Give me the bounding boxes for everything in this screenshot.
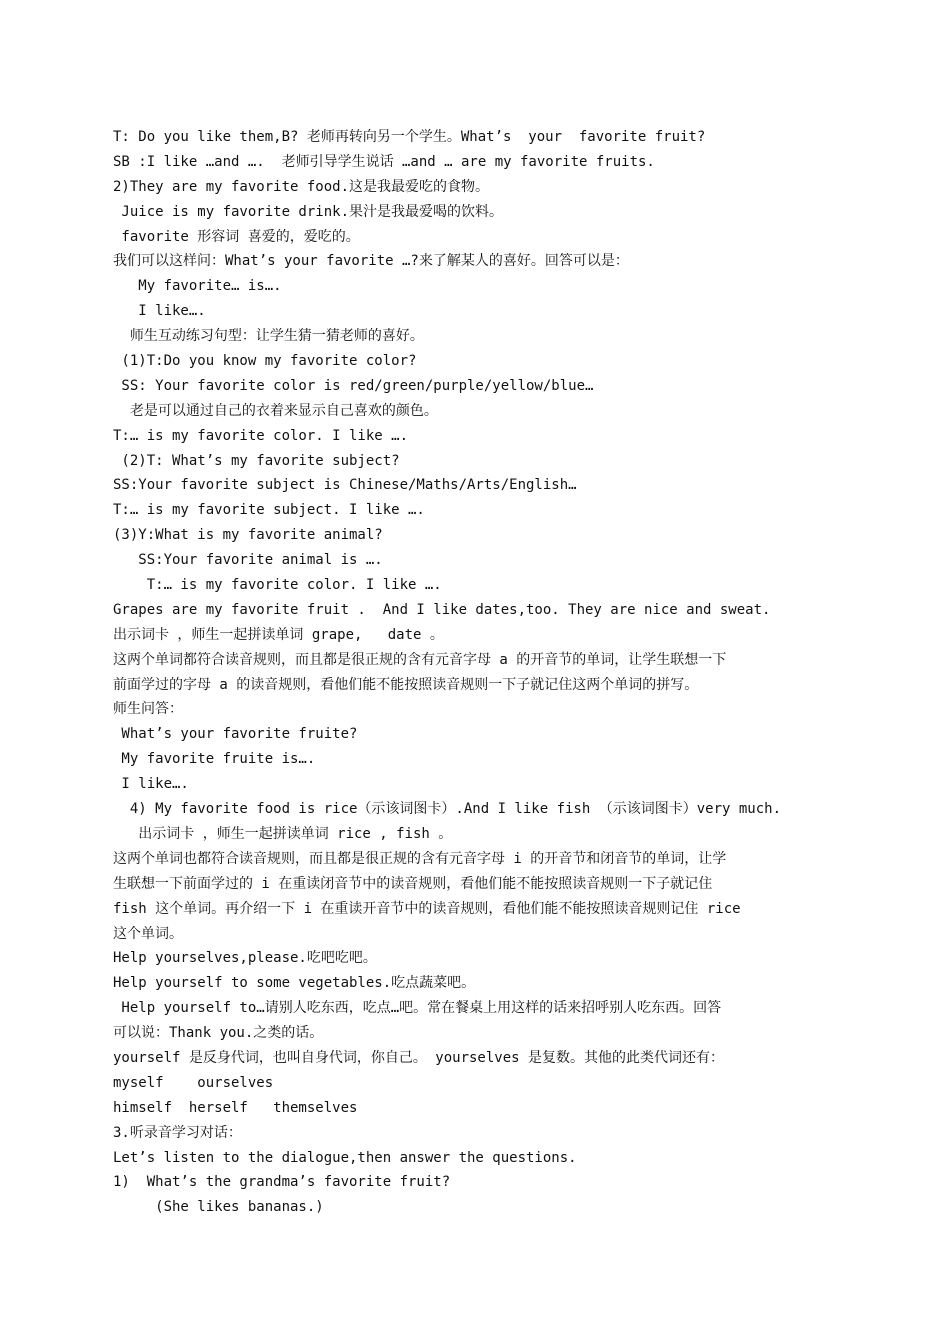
document-line: 3.听录音学习对话： — [113, 1124, 242, 1141]
document-line: favorite 形容词 喜爱的，爱吃的。 — [113, 228, 360, 245]
document-line: T:… is my favorite subject. I like …. — [113, 502, 425, 519]
document-line: SB :I like …and …. 老师引导学生说话 …and … are my favorite fruits. — [113, 153, 655, 170]
document-line: Help yourself to…请别人吃东西，吃点…吧。常在餐桌上用这样的话来招呼别人吃东西。回答 — [113, 1000, 722, 1017]
document-line: 前面学过的字母 a 的读音规则，看他们能不能按照读音规则一下子就记住这两个单词的拼写。 — [113, 676, 699, 693]
document-line: T: Do you like them,B? 老师再转向另一个学生。What’s your favorite fruit? — [113, 129, 706, 145]
document-line: himself herself themselves — [113, 1099, 358, 1116]
document-line: What’s your favorite fruite? — [113, 726, 358, 743]
document-line: (3)Y:What is my favorite animal? — [113, 527, 383, 544]
document-line: fish 这个单词。再介绍一下 i 在重读开音节中的读音规则，看他们能不能按照读音规则记住 rice — [113, 900, 741, 917]
document-line: I like…. — [113, 776, 189, 793]
document-line: 可以说：Thank you.之类的话。 — [113, 1025, 324, 1042]
document-line: 出示词卡 ，师生一起拼读单词 grape, date 。 — [113, 626, 444, 643]
document-body — [113, 125, 843, 1220]
document-line: yourself 是反身代词，也叫自身代词，你自己。 yourselves 是复数。其他的此类代词还有： — [113, 1049, 725, 1066]
document-line: Help yourself to some vegetables.吃点蔬菜吧。 — [113, 975, 476, 992]
document-line: 1) What’s the grandma’s favorite fruit? — [113, 1174, 451, 1191]
document-line: I like…. — [113, 303, 206, 320]
document-line: Help yourselves,please.吃吧吃吧。 — [113, 950, 377, 967]
document-line: 我们可以这样问：What’s your favorite …?来了解某人的喜好。回答可以是： — [113, 253, 629, 270]
document-line: SS:Your favorite subject is Chinese/Maths/Arts/English… — [113, 477, 577, 494]
document-line: 这个单词。 — [113, 925, 183, 942]
document-line: 师生互动练习句型：让学生猜一猜老师的喜好。 — [113, 328, 424, 345]
document-line: 师生问答： — [113, 701, 183, 718]
document-line: Grapes are my favorite fruit . And I like dates,too. They are nice and sweat. — [113, 601, 771, 618]
document-line: myself ourselves — [113, 1074, 274, 1091]
document-line: 这两个单词也都符合读音规则，而且都是很正规的含有元音字母 i 的开音节和闭音节的单词，让学 — [113, 850, 727, 867]
document-line: (1)T:Do you know my favorite color? — [113, 353, 417, 370]
document-line: Let’s listen to the dialogue,then answer the questions. — [113, 1149, 577, 1166]
document-line: My favorite… is…. — [113, 278, 282, 295]
document-line: T:… is my favorite color. I like …. — [113, 427, 409, 444]
document-line: 生联想一下前面学过的 i 在重读闭音节中的读音规则，看他们能不能按照读音规则一下子就记住 — [113, 875, 713, 892]
document-line: 4) My favorite food is rice（示该词图卡）.And I like fish （示该词图卡）very much. — [113, 801, 782, 818]
document-line: (She likes bananas.) — [113, 1199, 324, 1216]
document-line: 2)They are my favorite food.这是我最爱吃的食物。 — [113, 178, 490, 195]
document-line: 老是可以通过自己的衣着来显示自己喜欢的颜色。 — [113, 402, 438, 419]
document-line: SS:Your favorite animal is …. — [113, 552, 383, 569]
document-line: 这两个单词都符合读音规则，而且都是很正规的含有元音字母 a 的开音节的单词，让学生联想一下 — [113, 651, 727, 668]
document-line: 出示词卡 ，师生一起拼读单词 rice , fish 。 — [113, 825, 453, 842]
document-line: SS: Your favorite color is red/green/purple/yellow/blue… — [113, 377, 594, 394]
document-line: T:… is my favorite color. I like …. — [113, 577, 442, 594]
document-line: My favorite fruite is…. — [113, 751, 316, 768]
document-line: Juice is my favorite drink.果汁是我最爱喝的饮料。 — [113, 203, 504, 220]
document-line: (2)T: What’s my favorite subject? — [113, 452, 400, 469]
